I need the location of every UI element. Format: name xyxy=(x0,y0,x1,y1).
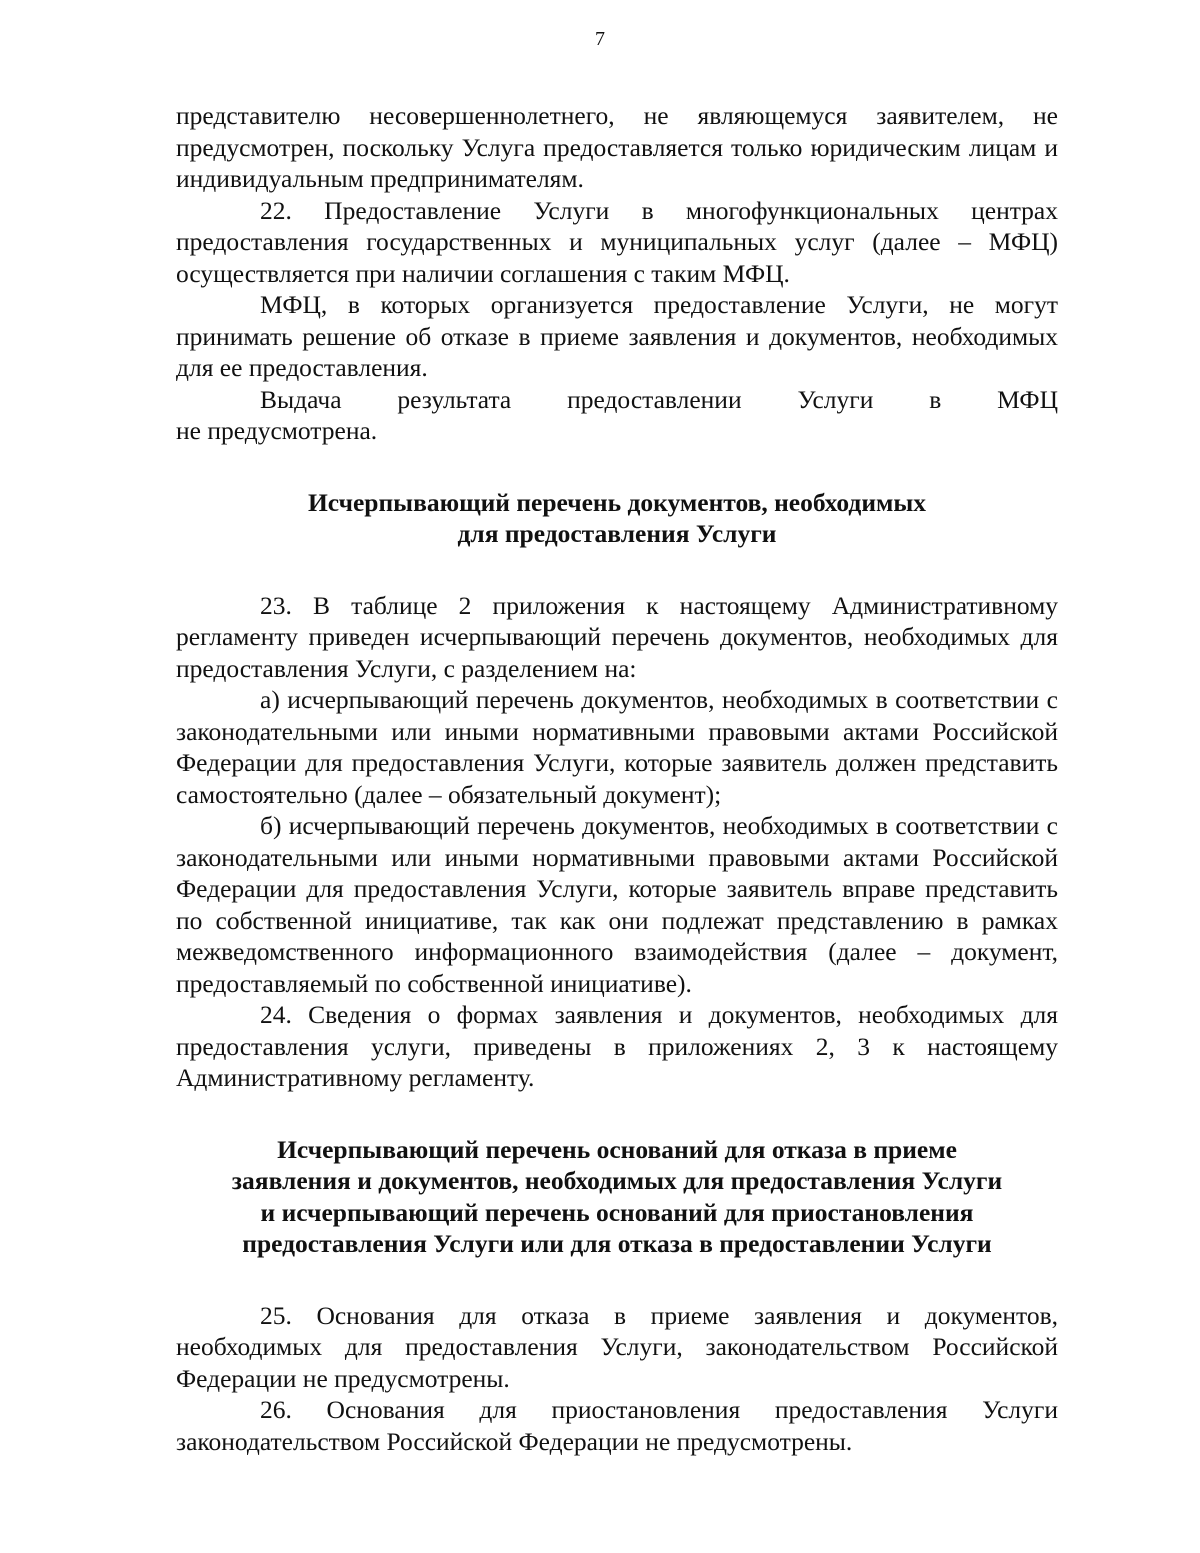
paragraph-25: 25. Основания для отказа в приеме заявления и документов, необходимых для предоставления Услуги, законодательством Российской Федерации не предусмотрены. xyxy=(176,1300,1058,1393)
paragraph-23-a: а) исчерпывающий перечень документов, необходимых в соответствии с законодательными или иными нормативными правовыми актами Российской Федерации для предоставления Услуги, которые заявитель должен представить самостоятельно (далее – обязательный документ); xyxy=(176,685,1058,809)
section-heading-refusal-grounds xyxy=(176,1134,1058,1260)
document-body xyxy=(176,100,1058,1457)
heading-line: предоставления Услуги или для отказа в предоставлении Услуги xyxy=(242,1229,992,1258)
paragraph-23: 23. В таблице 2 приложения к настоящему Административному регламенту приведен исчерпывающий перечень документов, необходимых для предоставления Услуги, с разделением на: xyxy=(176,590,1058,683)
paragraph-22: 22. Предоставление Услуги в многофункциональных центрах предоставления государственных и муниципальных услуг (далее – МФЦ) осуществляется при наличии соглашения с таким МФЦ. xyxy=(176,195,1058,288)
paragraph-continuation: представителю несовершеннолетнего, не являющемуся заявителем, не предусмотрен, поскольку Услуга предоставляется только юридическим лицам и индивидуальным предпринимателям. xyxy=(176,101,1058,193)
heading-line: заявления и документов, необходимых для предоставления Услуги xyxy=(231,1166,1003,1195)
heading-line: Исчерпывающий перечень документов, необходимых xyxy=(307,487,927,517)
paragraph-24: 24. Сведения о формах заявления и документов, необходимых для предоставления услуги, приведены в приложениях 2, 3 к настоящему Административному регламенту. xyxy=(176,1000,1058,1092)
heading-line: и исчерпывающий перечень оснований для приостановления xyxy=(260,1197,974,1227)
section-heading-documents xyxy=(176,487,1058,550)
paragraph-22-issuance-line1: Выдача результата предоставлении Услуги в МФЦ xyxy=(260,384,1058,414)
paragraph-22-mfc: МФЦ, в которых организуется предоставление Услуги, не могут принимать решение об отказе в приеме заявления и документов, необходимых для ее предоставления. xyxy=(176,290,1058,382)
heading-line: для предоставления Услуги xyxy=(457,519,777,548)
paragraph-26: 26. Основания для приостановления предоставления Услуги законодательством Российской Федерации не предусмотрены. xyxy=(176,1395,1058,1456)
paragraph-23-b: б) исчерпывающий перечень документов, необходимых в соответствии с законодательными или иными нормативными правовыми актами Российской Федерации для предоставления Услуги, которые заявитель вправе представить по собственной инициативе, так как они подлежат представлению в рамках межведомственного информационного взаимодействия (далее – документ, предоставляемый по собственной инициативе). xyxy=(176,811,1058,998)
heading-line: Исчерпывающий перечень оснований для отказа в приеме xyxy=(277,1134,957,1164)
paragraph-22-issuance-line2: не предусмотрена. xyxy=(176,416,378,445)
page-number: 7 xyxy=(595,28,605,50)
